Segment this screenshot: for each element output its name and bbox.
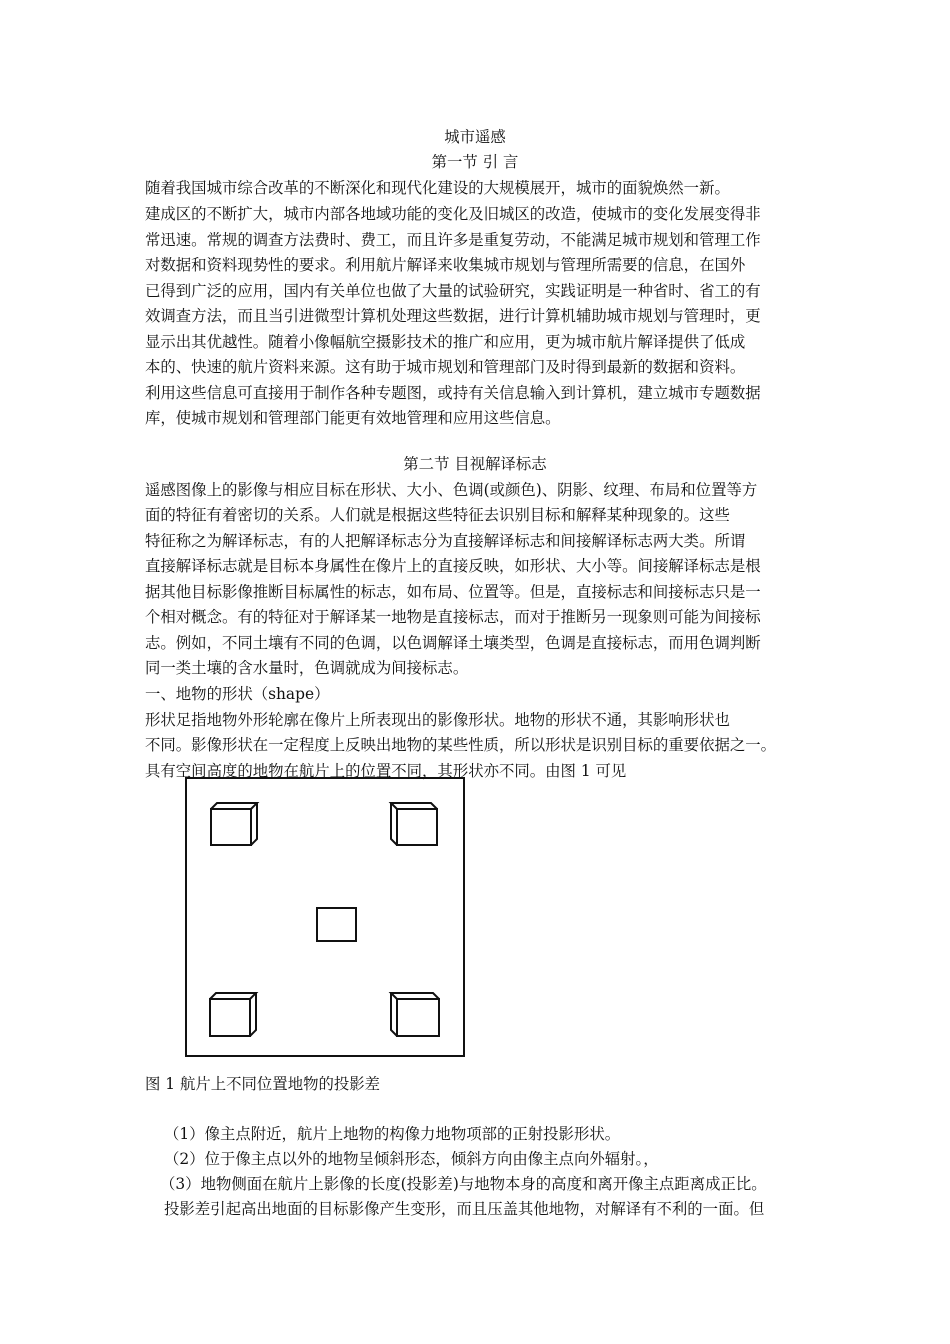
paragraph-line: 本的、快速的航片资料来源。这有助于城市规划和管理部门及时得到最新的数据和资料。 bbox=[145, 358, 746, 376]
paragraph-line: 遥感图像上的影像与相应目标在形状、大小、色调(或颜色)、阴影、纹理、布局和位置等方 bbox=[145, 481, 758, 499]
building-bottom-left bbox=[210, 993, 256, 1036]
list-item: （1）像主点附近，航片上地物的构像力地物项部的正射投影形状。 bbox=[164, 1125, 621, 1143]
building-top-right bbox=[391, 803, 437, 845]
figure-caption: 图 1 航片上不同位置地物的投影差 bbox=[145, 1075, 381, 1093]
paragraph-line: 同一类土壤的含水量时，色调就成为间接标志。 bbox=[145, 659, 469, 677]
paragraph-line: 具有空间高度的地物在航片上的位置不同，其形状亦不同。由图 1 可见 bbox=[145, 762, 627, 780]
paragraph-line: 已得到广泛的应用，国内有关单位也做了大量的试验研究，实践证明是一种省时、省工的有 bbox=[145, 282, 761, 300]
subsection-heading: 一、地物的形状（shape） bbox=[145, 685, 330, 703]
building-bottom-right bbox=[391, 993, 439, 1036]
list-item: 投影差引起高出地面的目标影像产生变形，而且压盖其他地物，对解译有不利的一面。但 bbox=[164, 1200, 765, 1218]
paragraph-line: 形状足指地物外形轮廓在像片上所表现出的影像形状。地物的形状不通，其影响形状也 bbox=[145, 711, 730, 729]
section2-heading: 第二节 目视解译标志 bbox=[403, 455, 547, 473]
document-title: 城市遥感 bbox=[444, 128, 506, 146]
paragraph-line: 志。例如，不同土壤有不同的色调，以色调解译土壤类型，色调是直接标志，而用色调判断 bbox=[145, 634, 761, 652]
paragraph-line: 库，使城市规划和管理部门能更有效地管理和应用这些信息。 bbox=[145, 409, 561, 427]
building-center bbox=[317, 908, 356, 941]
section1-heading: 第一节 引 言 bbox=[431, 153, 519, 171]
paragraph-line: 随着我国城市综合改革的不断深化和现代化建设的大规模展开，城市的面貌焕然一新。 bbox=[145, 179, 730, 197]
list-item: （2）位于像主点以外的地物呈倾斜形态，倾斜方向由像主点向外辐射。， bbox=[164, 1150, 659, 1168]
paragraph-line: 据其他目标影像推断目标属性的标志，如布局、位置等。但是，直接标志和间接标志只是一 bbox=[145, 583, 761, 601]
building-top-left bbox=[211, 803, 257, 845]
paragraph-line: 对数据和资料现势性的要求。利用航片解译来收集城市规划与管理所需要的信息，在国外 bbox=[145, 256, 746, 274]
paragraph-line: 利用这些信息可直接用于制作各种专题图，或持有关信息输入到计算机，建立城市专题数据 bbox=[145, 384, 761, 402]
photo-frame bbox=[186, 778, 464, 1056]
paragraph-line: 效调查方法，而且当引进微型计算机处理这些数据，进行计算机辅助城市规划与管理时，更 bbox=[145, 307, 761, 325]
paragraph-line: 常迅速。常规的调查方法费时、费工，而且许多是重复劳动，不能满足城市规划和管理工作 bbox=[145, 231, 761, 249]
paragraph-line: 个相对概念。有的特征对于解译某一地物是直接标志，而对于推断另一现象则可能为间接标 bbox=[145, 608, 761, 626]
paragraph-line: 不同。影像形状在一定程度上反映出地物的某些性质，所以形状是识别目标的重要依据之一。 bbox=[145, 736, 777, 754]
paragraph-line: 直接解译标志就是目标本身属性在像片上的直接反映，如形状、大小等。间接解译标志是根 bbox=[145, 557, 761, 575]
paragraph-line: 建成区的不断扩大，城市内部各地域功能的变化及旧城区的改造，使城市的变化发展变得非 bbox=[145, 205, 761, 223]
figure-1-diagram bbox=[184, 776, 466, 1058]
paragraph-line: 显示出其优越性。随着小像幅航空摄影技术的推广和应用，更为城市航片解译提供了低成 bbox=[145, 333, 746, 351]
list-item: （3）地物侧面在航片上影像的长度(投影差)与地物本身的高度和离开像主点距离成正比。 bbox=[160, 1175, 767, 1193]
paragraph-line: 面的特征有着密切的关系。人们就是根据这些特征去识别目标和解释某种现象的。这些 bbox=[145, 506, 730, 524]
paragraph-line: 特征称之为解译标志，有的人把解译标志分为直接解译标志和间接解译标志两大类。所谓 bbox=[145, 532, 746, 550]
